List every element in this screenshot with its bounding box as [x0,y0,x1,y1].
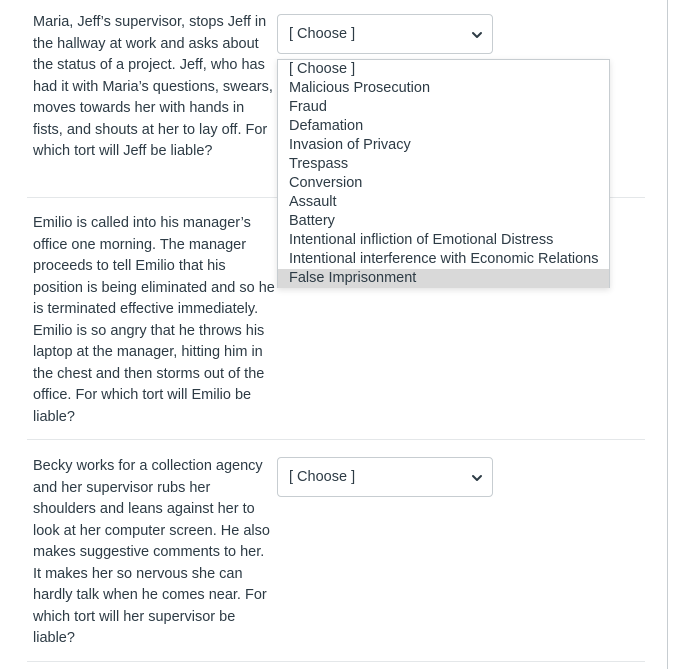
option-false-imprisonment[interactable]: False Imprisonment [278,269,609,288]
option-conversion[interactable]: Conversion [289,175,363,191]
chevron-down-icon [470,28,484,42]
question-divider [27,661,645,662]
option-economic-relations[interactable]: Intentional interference with Economic Relations [289,251,599,267]
frame-border [667,0,668,669]
option-battery[interactable]: Battery [289,213,335,229]
question-1-text: Maria, Jeff’s supervisor, stops Jeff in the hallway at work and asks about the status of a project. Jeff, who has had it with Maria’s questions, swears, moves towards her with hands in fists, and shouts at her to lay off. For which tort will Jeff be liable? [33,14,273,159]
question-divider [27,439,645,440]
question-3-select-value: [ Choose ] [289,469,356,485]
question-1-select-value: [ Choose ] [289,26,356,42]
option-malicious-prosecution[interactable]: Malicious Prosecution [289,80,431,96]
chevron-down-icon [470,471,484,485]
question-3-text: Becky works for a collection agency and her supervisor rubs her shoulders and leans against her to look at her computer screen. He also makes suggestive comments to her. It makes her so nervous she can hardly talk when he comes near. For which tort will her supervisor be liable? [33,458,270,646]
option-choose[interactable]: [ Choose ] [289,61,356,77]
option-invasion-of-privacy[interactable]: Invasion of Privacy [289,137,411,153]
option-emotional-distress[interactable]: Intentional infliction of Emotional Distress [289,232,554,248]
question-3-select[interactable] [277,457,493,497]
option-trespass[interactable]: Trespass [289,156,349,172]
option-defamation[interactable]: Defamation [289,118,364,134]
question-2-text: Emilio is called into his manager’s office one morning. The manager proceeds to tell Emilio that his position is being eliminated and so he is terminated effective immediately. Emilio is so angry that he throws his laptop at the manager, hitting him in the chest and then storms out of the office. For which tort will Emilio be liable? [33,215,275,425]
question-1-select[interactable] [277,14,493,54]
option-assault[interactable]: Assault [289,194,337,210]
tort-options-dropdown [277,59,610,288]
option-fraud[interactable]: Fraud [289,99,327,115]
